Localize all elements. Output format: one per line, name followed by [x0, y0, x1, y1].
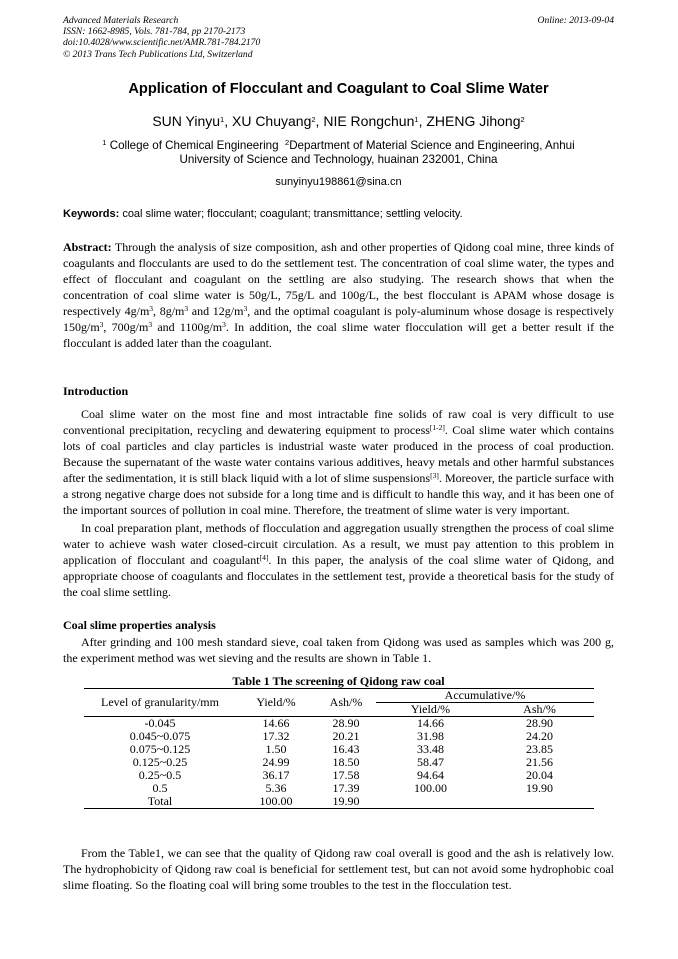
author-name: NIE Rongchun — [323, 113, 415, 129]
table-row: 0.125~0.25 24.99 18.50 58.47 21.56 — [132, 755, 553, 769]
table-row: -0.045 14.66 28.90 14.66 28.90 — [144, 716, 553, 730]
introduction-heading: Introduction — [63, 384, 129, 398]
col-header-level: Level of granularity/mm — [84, 689, 236, 717]
col-header-accumulative: Accumulative/% — [376, 689, 594, 703]
keywords-text: coal slime water; flocculant; coagulant; transmittance; settling velocity. — [122, 208, 463, 220]
author-name: XU Chuyang — [231, 113, 312, 129]
properties-paragraph: After grinding and 100 mesh standard sieve, coal taken from Qidong was used as samples which was 200 g, the experiment method was wet sieving and the results are shown in Table 1. — [63, 635, 614, 665]
table-caption: Table 1 The screening of Qidong raw coal — [232, 674, 445, 688]
table-row: 0.075~0.125 1.50 16.43 33.48 23.85 — [129, 742, 553, 756]
author-affil-mark: 2 — [311, 115, 316, 124]
doi-line: doi:10.4028/www.scientific.net/AMR.781-784.2170 — [63, 37, 261, 49]
after-table-body — [63, 845, 614, 893]
after-table-paragraph: From the Table1, we can see that the quality of Qidong raw coal overall is good and the ash is relatively low. The hydrophobicity of Qidong raw coal is beneficial for settlement test, but can not avoid some hydrophobic coal slime floating. So the floating coal will bring some troubles to the test in the flocculation test. — [63, 846, 614, 892]
col-header-yield: Yield/% — [236, 689, 316, 717]
running-header — [63, 15, 614, 60]
properties-heading: Coal slime properties analysis — [63, 618, 216, 632]
col-header-ash: Ash/% — [316, 689, 376, 717]
screening-table — [84, 688, 594, 809]
col-header-acc-yield: Yield/% — [376, 703, 485, 717]
author-affil-mark: 1 — [414, 115, 419, 124]
affiliation-1: College of Chemical Engineering — [109, 139, 279, 152]
table-row-total: Total 100.00 19.90 — [84, 795, 594, 809]
keywords-label: Keywords: — [63, 208, 120, 220]
affiliations: $^1$ College of Chemical Engineering $^2$Department of Material Science and Engineering, Anhui University of Science and Technology, huainan 232001, China — [63, 139, 614, 167]
affiliation-2: Department of Material Science and Engineering, Anhui — [289, 139, 575, 152]
author-list: SUN Yinyu$^1$, XU Chuyang$^2$, NIE Rongchun$^1$, ZHENG Jihong$^2$ — [152, 113, 525, 129]
col-header-acc-ash: Ash/% — [485, 703, 594, 717]
author-affil-mark: 1 — [220, 115, 225, 124]
issn-line: ISSN: 1662-8985, Vols. 781-784, pp 2170-2173 — [63, 26, 246, 38]
keywords — [63, 208, 614, 220]
author-name: ZHENG Jihong — [426, 113, 521, 129]
table-row: 0.25~0.5 36.17 17.58 94.64 20.04 — [138, 768, 553, 782]
journal-name: Advanced Materials Research — [63, 15, 179, 26]
copyright-line: © 2013 Trans Tech Publications Ltd, Switzerland — [63, 48, 253, 60]
affiliation-2-continued: University of Science and Technology, huainan 232001, China — [179, 153, 498, 166]
table-row: 0.045~0.075 17.32 20.21 31.98 24.20 — [129, 729, 553, 743]
author-name: SUN Yinyu — [152, 113, 221, 129]
author-email: sunyinyu198861@sina.cn — [275, 176, 402, 188]
abstract: Abstract: Through the analysis of size composition, ash and other properties of Qidong coal mine, three kinds of coagulants and flocculants are used to do the settlement test. The concentration of coal slime water, the types and effect of flocculant and coagulant on the settling are also studying. The research shows that when the concentration of coal slime water is 50g/L, 75g/L and 100g/L, the best flocculant is APAM whose dosage is respectively $4g/m^3$, $8g/m^3$ and $12g/m^3$, and the optimal coagulant is poly-aluminum whose dosage is respectively $150g/m^3$, $700g/m^3$ and $1100g/m^3$. In addition, the coal slime water flocculation will get a better result if the flocculant is added later than the coagulant. — [63, 240, 614, 350]
paper-title: Application of Flocculant and Coagulant to Coal Slime Water — [128, 81, 549, 97]
table-row: 0.5 5.36 17.39 100.00 19.90 — [152, 781, 553, 795]
introduction-body — [63, 406, 614, 600]
intro-paragraph-2: In coal preparation plant, methods of flocculation and aggregation usually strengthen the process of coal slime water to achieve wash water closed-circuit circulation. As a result, we must pay attention to this problem in application of flocculant and coagulant[4]. In this paper, the analysis of the coal slime water of Qidong, and appropriate choose of coagulants and flocculates in the settlement test, provide a theoretical basis for the study of the coal slime settling. — [63, 521, 615, 599]
abstract-label: Abstract: — [63, 240, 112, 254]
intro-paragraph-1: Coal slime water on the most fine and most intractable fine solids of raw coal is very difficult to use conventional precipitation, recycling and dewatering equipment to process[1-2]. Coal slime water which contains lots of coal particles and clay particles is industrial waste water produced in the process of coal production. Because the supernatant of the waste water contains various additives, heavy metals and other harmful substances after the sedimentation, it is still black liquid with a lot of slime suspensions[3]. Moreover, the particle surface with a strong negative charge does not subside for a long time and is difficult to handle this way, and it has been one of the important sources of pollution in coal mine. Therefore, the treatment of slime water is very important. — [63, 407, 614, 517]
properties-body — [63, 634, 614, 666]
author-affil-mark: 2 — [520, 115, 525, 124]
online-date: Online: 2013-09-04 — [537, 15, 614, 26]
